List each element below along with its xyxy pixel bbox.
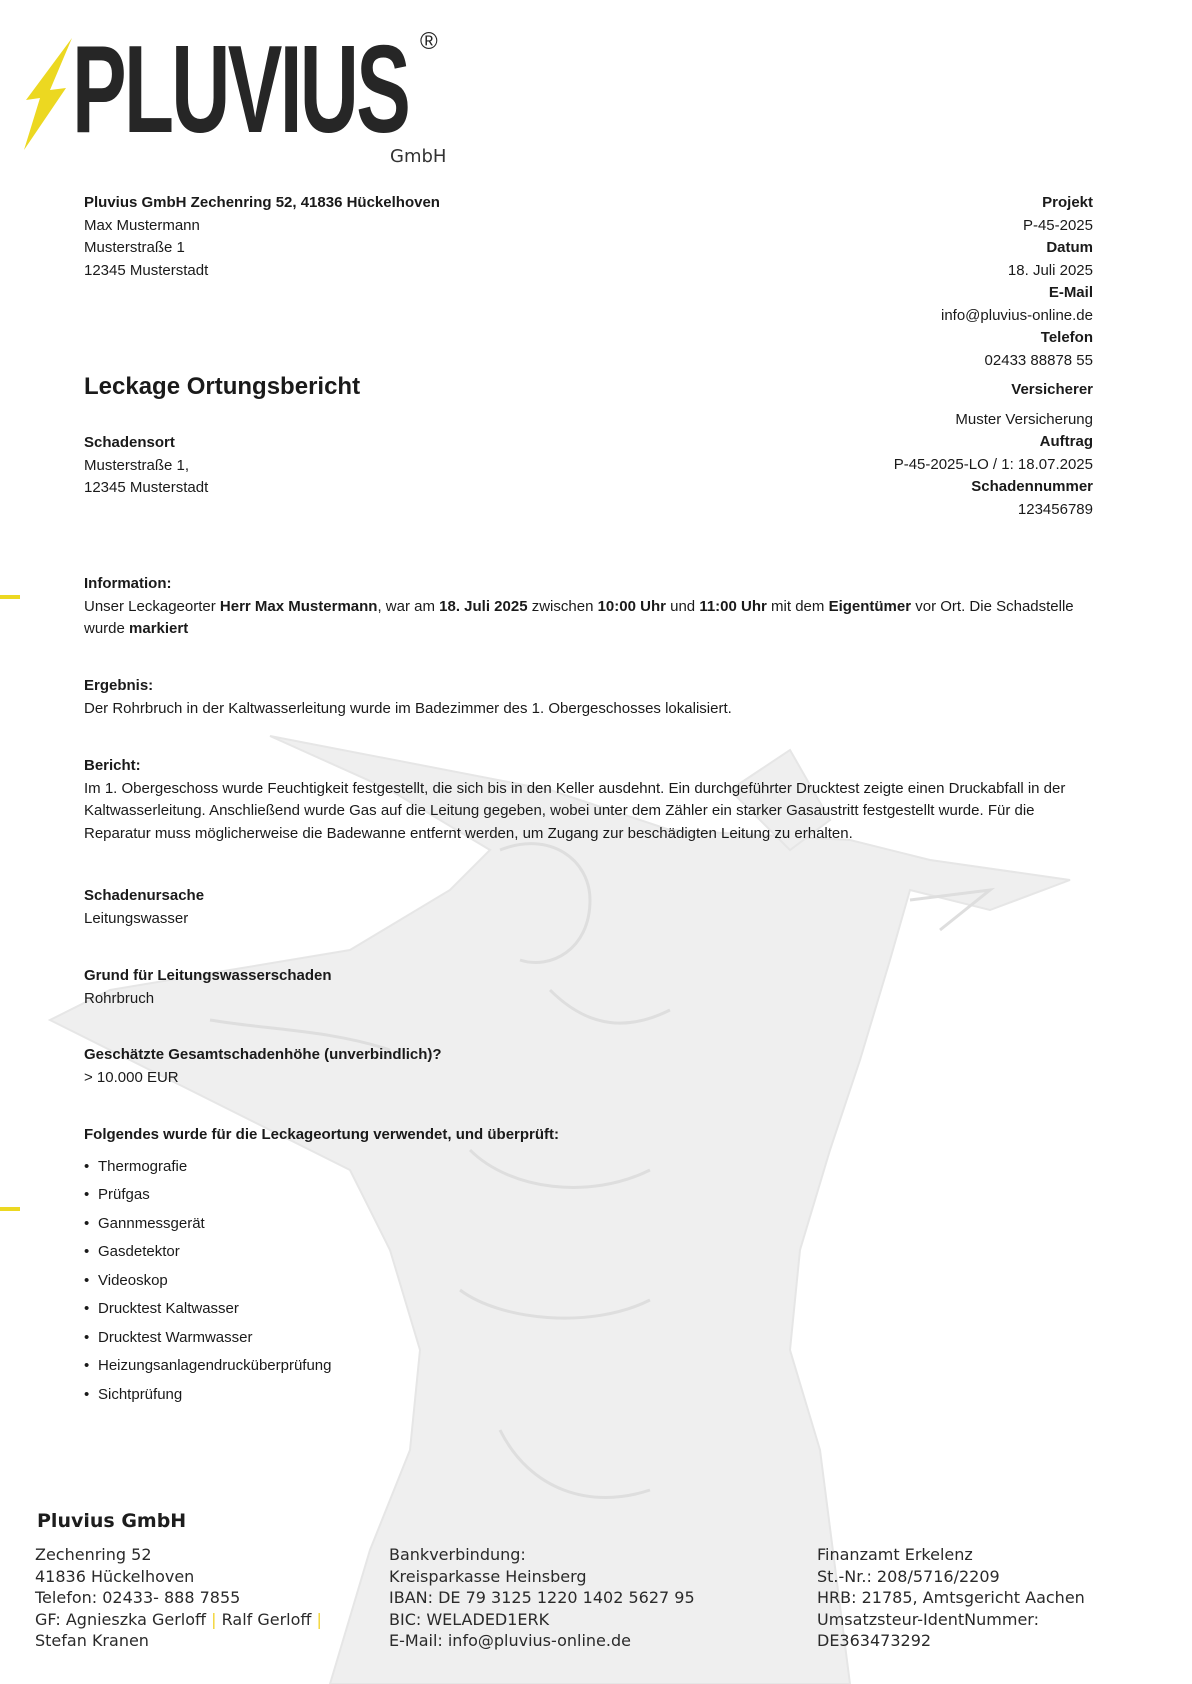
tool-label: Drucktest Kaltwasser (98, 1300, 239, 1317)
footer-bank-column (389, 1544, 695, 1652)
projekt-value: P-45-2025 (1022, 216, 1093, 234)
tool-label: Drucktest Warmwasser (98, 1328, 253, 1346)
grund-section (84, 965, 1094, 1010)
footer-tax-column (817, 1544, 1085, 1652)
bullet-icon: • (84, 1157, 90, 1175)
footer-street: Zechenring 52 (35, 1545, 152, 1564)
footer-address-column (35, 1544, 322, 1652)
schadenursache-value: Leitungswasser (84, 909, 189, 927)
ergebnis-section (84, 675, 1094, 720)
footer-manager-last: Stefan Kranen (35, 1631, 149, 1650)
footer-tax-number: St.-Nr.: 208/5716/2209 (817, 1566, 1000, 1586)
footer-bank-name: Kreisparkasse Heinsberg (389, 1566, 587, 1586)
tool-item (84, 1153, 1094, 1182)
footer-phone: Telefon: 02433- 888 7855 (35, 1588, 241, 1607)
tool-label: Heizungsanlagendrucküberprüfung (98, 1357, 332, 1374)
ergebnis-text: Der Rohrbruch in der Kaltwasserleitung wurde im Badezimmer des 1. Obergeschosses lokalisiert. (84, 699, 732, 717)
tools-heading: Folgendes wurde für die Leckageortung verwendet, und überprüft: (84, 1126, 560, 1143)
tool-item (84, 1381, 1094, 1410)
tool-label: Thermografie (98, 1157, 188, 1175)
bullet-icon: • (84, 1300, 90, 1317)
information-text: Unser Leckageorter Herr Max Mustermann, war am 18. Juli 2025 zwischen 10:00 Uhr und 11:00 Uhr mit dem Eigentümer vor Ort. Die Schadstelle wurde markiert (84, 597, 1074, 637)
tool-label: Gasdetektor (98, 1243, 180, 1260)
footer-vat-label: Umsatzsteur-IdentNummer: (817, 1609, 1039, 1629)
information-section (84, 573, 1094, 641)
bericht-heading: Bericht: (84, 757, 141, 774)
tool-label: Prüfgas (98, 1186, 150, 1203)
tool-item (84, 1181, 1094, 1210)
page-title: Leckage Ortungsbericht (84, 373, 361, 400)
footer-managers: GF: Agnieszka Gerloff | Ralf Gerloff | (35, 1609, 322, 1629)
footer-iban: IBAN: DE 79 3125 1220 1402 5627 95 (389, 1588, 695, 1607)
bullet-icon: • (84, 1214, 90, 1232)
auftrag-label: Auftrag (1039, 433, 1093, 450)
telefon-label: Telefon (1040, 329, 1093, 346)
footer-bank-label: Bankverbindung: (389, 1545, 526, 1564)
bullet-icon: • (84, 1385, 90, 1403)
company-logo (22, 21, 452, 173)
recipient-street: Musterstraße 1 (84, 239, 185, 256)
schadenursache-section (84, 885, 1094, 930)
footer-email[interactable]: E-Mail: info@pluvius-online.de (389, 1631, 631, 1650)
schadensort-line1: Musterstraße 1, (84, 456, 190, 474)
logo-suffix: GmbH (390, 146, 447, 167)
registered-mark: ® (420, 28, 438, 55)
fold-mark (0, 595, 20, 599)
schadensort-block (84, 432, 208, 500)
footer-vat-id: DE363473292 (817, 1631, 932, 1650)
logo-wordmark: PLUVIUS (72, 21, 409, 159)
footer-hrb: HRB: 21785, Amtsgericht Aachen (817, 1588, 1085, 1607)
schadensort-label: Schadensort (84, 434, 175, 451)
schadenhoehe-value: > 10.000 EUR (84, 1068, 179, 1086)
recipient-city: 12345 Musterstadt (84, 261, 209, 279)
projekt-label: Projekt (1042, 194, 1093, 211)
footer-company-name: Pluvius GmbH (37, 1510, 187, 1532)
lightning-bolt-icon (22, 38, 78, 150)
address-block (84, 192, 440, 282)
datum-label: Datum (1046, 239, 1093, 256)
schadennummer-value: 123456789 (1017, 500, 1093, 518)
tools-list (84, 1153, 1094, 1410)
tool-item (84, 1238, 1094, 1267)
schadenhoehe-section (84, 1044, 1094, 1089)
versicherer-value: Muster Versicherung (955, 410, 1093, 428)
tool-item (84, 1295, 1094, 1324)
footer (0, 1510, 1192, 1684)
fold-mark (0, 1207, 20, 1211)
tool-label: Gannmessgerät (98, 1214, 205, 1232)
footer-tax-office: Finanzamt Erkelenz (817, 1545, 973, 1564)
bericht-section (84, 755, 1094, 845)
tool-item (84, 1324, 1094, 1353)
telefon-value: 02433 88878 55 (984, 351, 1093, 369)
tool-item (84, 1352, 1094, 1381)
schadensort-line2: 12345 Musterstadt (84, 479, 209, 496)
sender-line: Pluvius GmbH Zechenring 52, 41836 Hückelhoven (84, 194, 440, 211)
tool-item (84, 1210, 1094, 1239)
schadennummer-label: Schadennummer (971, 478, 1093, 495)
grund-heading: Grund für Leitungswasserschaden (84, 967, 332, 984)
email-label: E-Mail (1048, 284, 1093, 301)
footer-bic: BIC: WELADED1ERK (389, 1609, 550, 1629)
auftrag-value: P-45-2025-LO / 1: 18.07.2025 (893, 455, 1093, 473)
tool-item (84, 1267, 1094, 1296)
tool-label: Videoskop (98, 1271, 168, 1289)
bullet-icon: • (84, 1357, 90, 1374)
tool-label: Sichtprüfung (98, 1385, 183, 1403)
bullet-icon: • (84, 1328, 90, 1346)
bericht-text: Im 1. Obergeschoss wurde Feuchtigkeit festgestellt, die sich bis in den Keller ausdehnt. Ein durchgeführter Drucktest zeigte einen Druckabfall in der Kaltwasserleitung. Anschließend wurde Gas auf die Leitung gegeben, wobei unter dem Zähler ein starker Gasaustritt festgestellt wurde. Für die Reparatur muss möglicherweise die Badewanne entfernt werden, um Zugang zur beschädigten Leitung zu erhalten. (84, 779, 1066, 842)
information-heading: Information: (84, 575, 172, 592)
tools-section (84, 1124, 1094, 1409)
schadenursache-heading: Schadenursache (84, 887, 205, 904)
bullet-icon: • (84, 1243, 90, 1260)
ergebnis-heading: Ergebnis: (84, 677, 154, 694)
email-value[interactable]: info@pluvius-online.de (941, 306, 1093, 324)
datum-value: 18. Juli 2025 (1007, 261, 1093, 279)
bullet-icon: • (84, 1271, 90, 1289)
schadenhoehe-heading: Geschätzte Gesamtschadenhöhe (unverbindlich)? (84, 1046, 442, 1063)
meta-block (894, 192, 1093, 521)
grund-value: Rohrbruch (84, 989, 155, 1007)
recipient-name: Max Mustermann (84, 216, 200, 234)
versicherer-label: Versicherer (1011, 381, 1093, 398)
bullet-icon: • (84, 1186, 90, 1203)
footer-city: 41836 Hückelhoven (35, 1566, 195, 1586)
